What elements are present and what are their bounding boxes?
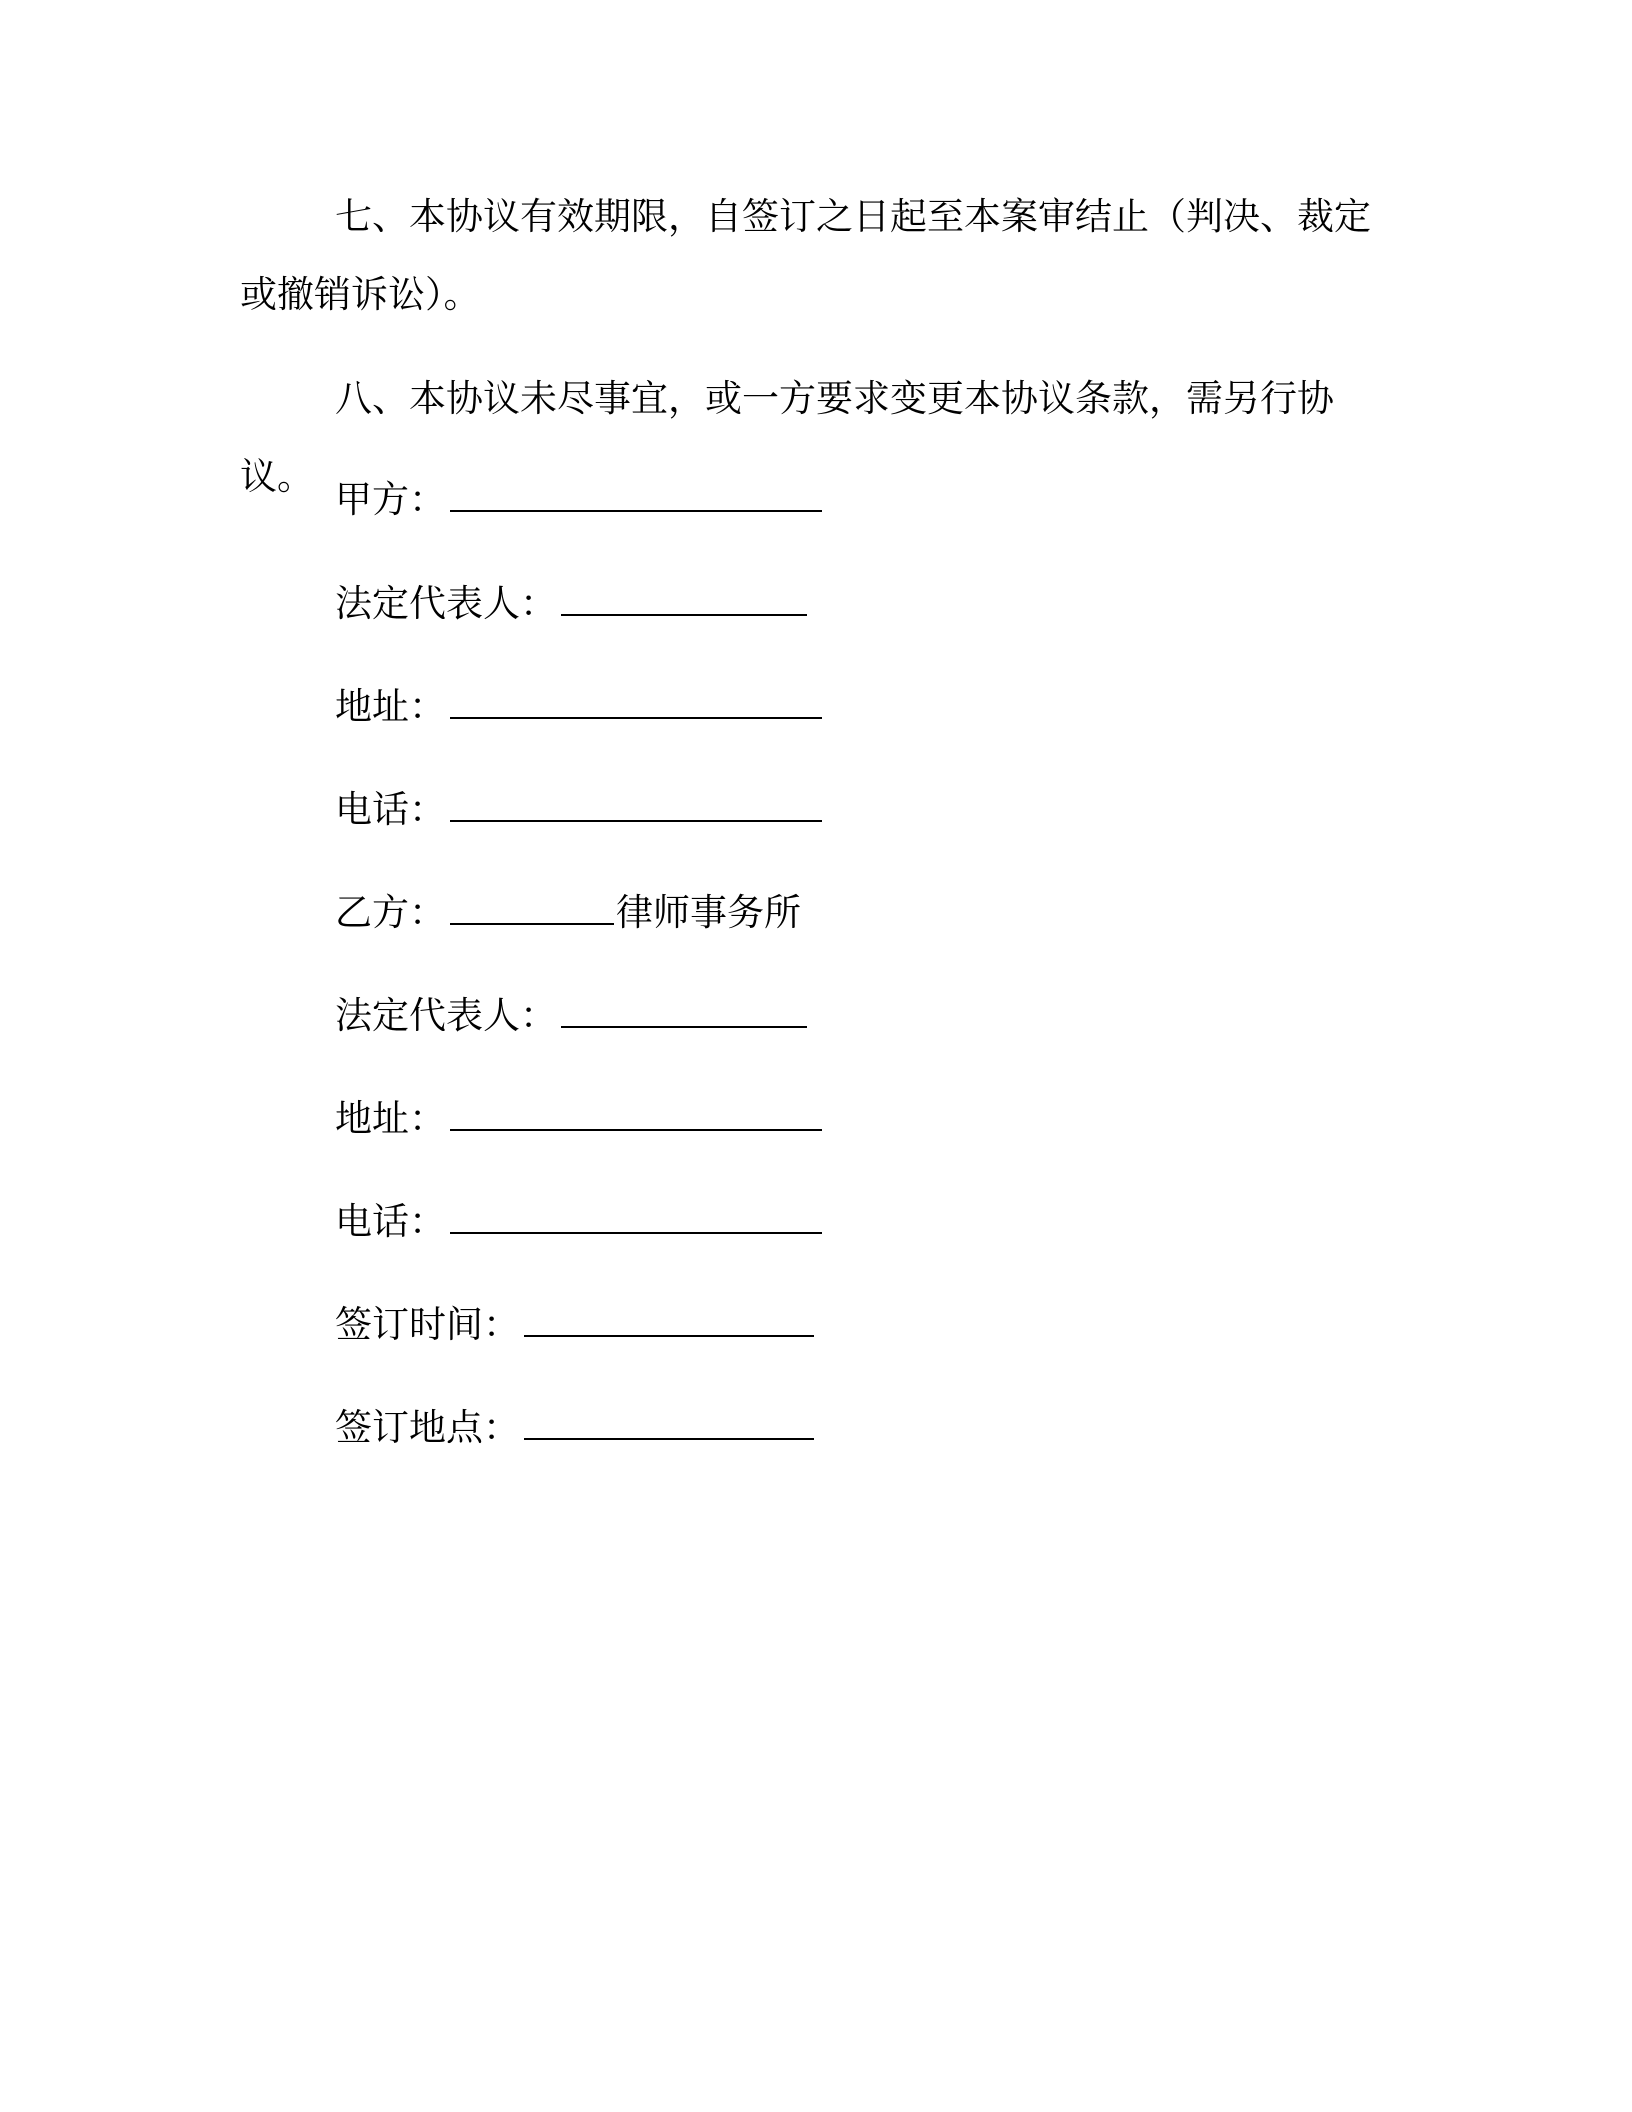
- party-b-rep-label: 法定代表人：: [335, 994, 557, 1037]
- signing-time-blank[interactable]: [524, 1301, 814, 1337]
- party-a-rep-blank[interactable]: [561, 580, 807, 616]
- signing-place-line: [335, 1404, 814, 1452]
- party-a-address-label: 地址：: [335, 685, 446, 728]
- party-a-phone-blank[interactable]: [450, 786, 822, 822]
- party-b-phone-label: 电话：: [335, 1200, 446, 1243]
- signing-time-line: [335, 1301, 814, 1349]
- party-b-rep-blank[interactable]: [561, 992, 807, 1028]
- party-a-address-line: [335, 683, 822, 731]
- party-b-phone-blank[interactable]: [450, 1198, 822, 1234]
- party-b-name-blank[interactable]: [450, 889, 614, 925]
- clause-seven: 七、本协议有效期限，自签订之日起至本案审结止（判决、裁定或撤销诉讼）。: [240, 195, 1371, 316]
- party-a-rep-label: 法定代表人：: [335, 582, 557, 625]
- party-a-rep-line: [335, 580, 807, 628]
- party-a-phone-label: 电话：: [335, 788, 446, 831]
- party-b-name-label: 乙方：: [335, 891, 446, 934]
- party-a-name-blank[interactable]: [450, 476, 822, 512]
- party-b-address-label: 地址：: [335, 1097, 446, 1140]
- clause-eight: 八、本协议未尽事宜，或一方要求变更本协议条款，需另行协议。: [240, 377, 1334, 498]
- signing-place-blank[interactable]: [524, 1404, 814, 1440]
- signing-time-label: 签订时间：: [335, 1303, 520, 1346]
- party-b-rep-line: [335, 992, 807, 1040]
- signing-place-label: 签订地点：: [335, 1406, 520, 1449]
- party-a-phone-line: [335, 786, 822, 834]
- party-a-name-label: 甲方：: [335, 478, 446, 521]
- party-b-address-blank[interactable]: [450, 1095, 822, 1131]
- party-a-address-blank[interactable]: [450, 683, 822, 719]
- party-a-name-line: [335, 476, 822, 524]
- party-b-phone-line: [335, 1198, 822, 1246]
- party-b-address-line: [335, 1095, 822, 1143]
- party-b-name-suffix: 律师事务所: [616, 891, 801, 934]
- party-b-name-line: [335, 889, 801, 937]
